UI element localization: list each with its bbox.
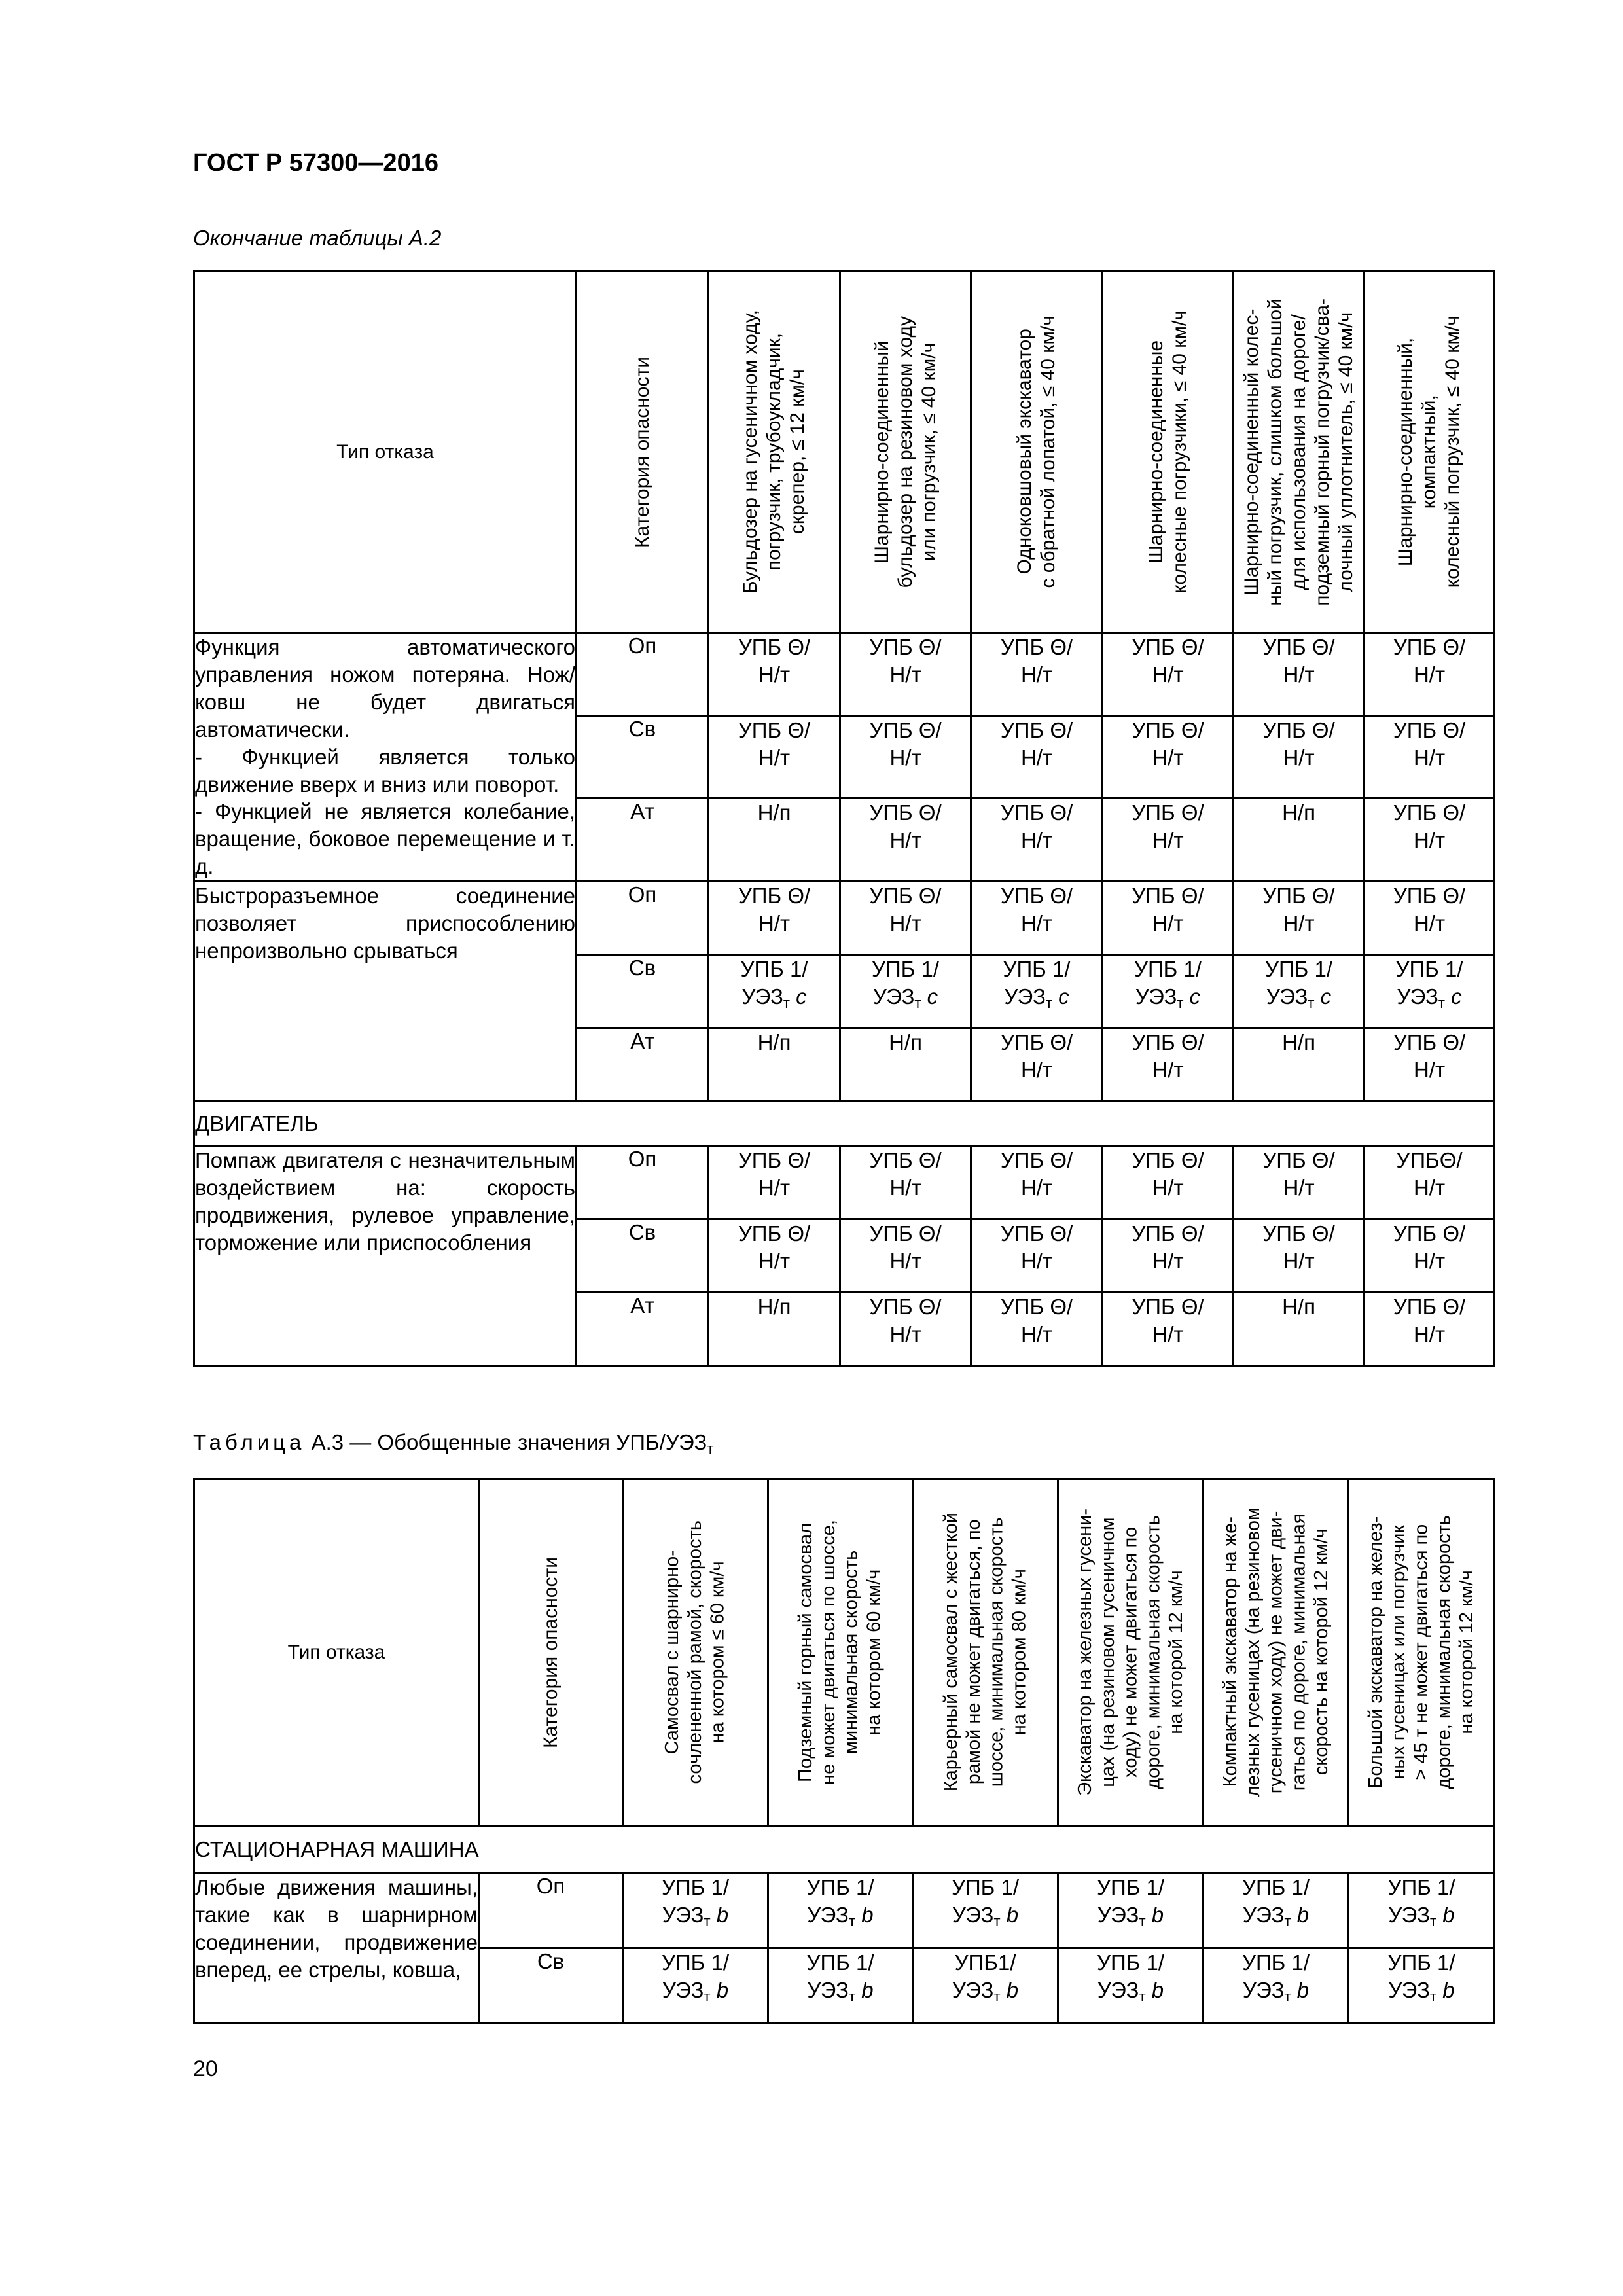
value-cell: УПБ Θ/ Н/т xyxy=(1364,1219,1495,1293)
value-cell: УПБ 1/ $УЭЗ_т$ b xyxy=(1204,1873,1349,1948)
table-a2-caption: Окончание таблицы А.2 xyxy=(193,226,442,250)
column-header-machine xyxy=(840,272,971,633)
column-header-label: Тип отказа xyxy=(287,1641,385,1663)
column-header-label: Шарнирно-соединенный бульдозер на резиновом ходу или погрузчик, ≤ 40 км/ч xyxy=(870,315,940,588)
value-cell: УПБ Θ/ Н/т xyxy=(709,1219,840,1293)
column-header-category xyxy=(479,1479,623,1826)
value-cell: УПБ Θ/ Н/т xyxy=(1364,1293,1495,1366)
value-cell: УПБ Θ/ Н/т xyxy=(1234,633,1364,716)
value-cell: УПБ 1/ $УЭЗ_т$ b xyxy=(623,1948,768,2024)
column-header-label: Тип отказа xyxy=(336,440,434,463)
column-header-label: Карьерный самосвал с жесткой рамой не может двигаться, по шоссе, минимальная скорость на котором 80 км/ч xyxy=(940,1513,1030,1792)
value-cell: УПБ 1/ $УЭЗ_т$ c xyxy=(709,955,840,1028)
section-heading: СТАЦИОНАРНАЯ МАШИНА xyxy=(194,1826,1495,1873)
value-cell: УПБ Θ/ Н/т xyxy=(840,1293,971,1366)
value-cell: Н/п xyxy=(1234,1028,1364,1102)
hazard-category-cell: Св xyxy=(577,1219,709,1293)
value-cell: УПБ Θ/ Н/т xyxy=(1103,633,1234,716)
value-cell: УПБ Θ/ Н/т xyxy=(709,715,840,798)
column-header-machine xyxy=(623,1479,768,1826)
column-header-machine xyxy=(971,272,1103,633)
value-cell: УПБΘ/ Н/т xyxy=(1364,1146,1495,1219)
value-cell: УПБ Θ/ Н/т xyxy=(971,1293,1103,1366)
value-cell: УПБ Θ/ Н/т xyxy=(1103,1293,1234,1366)
value-cell: УПБ Θ/ Н/т xyxy=(840,633,971,716)
hazard-category-cell: Ат xyxy=(577,798,709,882)
document-title: ГОСТ Р 57300—2016 xyxy=(193,149,438,177)
column-header-machine xyxy=(1349,1479,1495,1826)
column-header-machine xyxy=(1204,1479,1349,1826)
value-cell: Н/п xyxy=(709,798,840,882)
value-cell: УПБ Θ/ Н/т xyxy=(1103,1028,1234,1102)
column-header-label: Подземный горный самосвал не может двигаться по шоссе, минимальная скорость на котором 60 км/ч xyxy=(795,1520,885,1785)
failure-type-cell: Любые движения машины, такие как в шарнирном соединении, продвижение вперед, ее стрелы, ковша, xyxy=(194,1873,479,2024)
column-header-label: Шарнирно-соединенные колесные погрузчики, ≤ 40 км/ч xyxy=(1145,310,1190,594)
value-cell: УПБ Θ/ Н/т xyxy=(1103,715,1234,798)
column-header-label: Категория опасности xyxy=(631,356,653,548)
value-cell: УПБ Θ/ Н/т xyxy=(840,798,971,882)
section-row xyxy=(194,1826,1495,1873)
table-row xyxy=(194,1873,1495,1948)
value-cell: УПБ Θ/ Н/т xyxy=(971,1028,1103,1102)
value-cell: УПБ Θ/ Н/т xyxy=(1364,882,1495,955)
value-cell: УПБ Θ/ Н/т xyxy=(709,633,840,716)
column-header-label: Компактный экскаватор на же- лезных гусеницах (на резиновом гусеничном ходу) не может дви- гаться по дороге, минимальная скорость на которой 12 км/ч xyxy=(1219,1507,1332,1797)
value-cell: УПБ Θ/ Н/т xyxy=(1364,1028,1495,1102)
value-cell: УПБ 1/ $УЭЗ_т$ b xyxy=(1058,1948,1204,2024)
value-cell: УПБ 1/ $УЭЗ_т$ c xyxy=(1234,955,1364,1028)
column-header-machine xyxy=(709,272,840,633)
value-cell: Н/п xyxy=(1234,798,1364,882)
value-cell: УПБ Θ/ Н/т xyxy=(1234,1146,1364,1219)
header-row xyxy=(194,272,1495,633)
value-cell: УПБ Θ/ Н/т xyxy=(971,798,1103,882)
column-header-machine xyxy=(913,1479,1058,1826)
hazard-category-cell: Ат xyxy=(577,1293,709,1366)
value-cell: УПБ Θ/ Н/т xyxy=(1234,715,1364,798)
hazard-category-cell: Оп xyxy=(577,882,709,955)
column-header-label: Шарнирно-соединенный колес- ный погрузчик, слишком большой для использования на дороге/ подземный горный погрузчик/сва- лочный уплотнитель, ≤ 40 км/ч xyxy=(1240,298,1357,606)
column-header-machine xyxy=(1234,272,1364,633)
value-cell: УПБ Θ/ Н/т xyxy=(1234,1219,1364,1293)
value-cell: УПБ Θ/ Н/т xyxy=(971,882,1103,955)
value-cell: УПБ Θ/ Н/т xyxy=(1364,798,1495,882)
value-cell: Н/п xyxy=(840,1028,971,1102)
value-cell: УПБ Θ/ Н/т xyxy=(971,1146,1103,1219)
value-cell: УПБ 1/ $УЭЗ_т$ b xyxy=(768,1948,913,2024)
value-cell: УПБ Θ/ Н/т xyxy=(1103,1146,1234,1219)
hazard-category-cell: Оп xyxy=(479,1873,623,1948)
hazard-category-cell: Оп xyxy=(577,633,709,716)
value-cell: УПБ 1/ $УЭЗ_т$ c xyxy=(1103,955,1234,1028)
column-header-label: Категория опасности xyxy=(539,1556,562,1748)
section-heading: ДВИГАТЕЛЬ xyxy=(194,1102,1495,1146)
hazard-category-cell: Св xyxy=(479,1948,623,2024)
value-cell: УПБ Θ/ Н/т xyxy=(840,1219,971,1293)
value-cell: УПБ Θ/ Н/т xyxy=(1103,1219,1234,1293)
section-row xyxy=(194,1102,1495,1146)
value-cell: УПБ Θ/ Н/т xyxy=(709,882,840,955)
column-header-machine xyxy=(1103,272,1234,633)
column-header-failure-type xyxy=(194,272,577,633)
column-header-label: Бульдозер на гусеничном ходу, погрузчик, трубоукладчик, скрепер, ≤ 12 км/ч xyxy=(740,310,808,594)
hazard-category-cell: Ат xyxy=(577,1028,709,1102)
value-cell: Н/п xyxy=(1234,1293,1364,1366)
value-cell: УПБ 1/ $УЭЗ_т$ c xyxy=(840,955,971,1028)
value-cell: Н/п xyxy=(709,1028,840,1102)
failure-type-cell: Быстроразъемное соединение позволяет приспособлению непроизвольно срываться xyxy=(194,882,577,1102)
table-a2 xyxy=(193,270,1495,1367)
table-a3-caption-prefix: Таблица xyxy=(193,1430,306,1454)
table-row xyxy=(194,1146,1495,1219)
value-cell: УПБ 1/ $УЭЗ_т$ b xyxy=(768,1873,913,1948)
column-header-machine xyxy=(1364,272,1495,633)
column-header-label: Шарнирно-соединенный, компактный, колесный погрузчик, ≤ 40 км/ч xyxy=(1395,315,1463,588)
column-header-machine xyxy=(768,1479,913,1826)
page-number: 20 xyxy=(193,2056,218,2081)
value-cell: УПБ 1/ $УЭЗ_т$ b xyxy=(913,1873,1058,1948)
hazard-category-cell: Оп xyxy=(577,1146,709,1219)
value-cell: УПБ Θ/ Н/т xyxy=(1364,715,1495,798)
hazard-category-cell: Св xyxy=(577,715,709,798)
column-header-label: Самосвал с шарнирно- сочлененной рамой, скорость на котором ≤ 60 км/ч xyxy=(662,1520,728,1784)
value-cell: УПБ 1/ $УЭЗ_т$ b xyxy=(1058,1873,1204,1948)
column-header-failure-type xyxy=(194,1479,479,1826)
column-header-machine xyxy=(1058,1479,1204,1826)
column-header-category xyxy=(577,272,709,633)
table-a3-caption-text: А.3 — Обобщенные значения УПБ/$УЭЗ_т$ xyxy=(311,1430,714,1457)
value-cell: УПБ 1/ $УЭЗ_т$ b xyxy=(623,1873,768,1948)
table-row xyxy=(194,882,1495,955)
table-a3 xyxy=(193,1478,1495,2024)
value-cell: УПБ Θ/ Н/т xyxy=(709,1146,840,1219)
value-cell: УПБ 1/ $УЭЗ_т$ b xyxy=(1204,1948,1349,2024)
value-cell: УПБ Θ/ Н/т xyxy=(840,1146,971,1219)
table-a3-caption xyxy=(193,1430,713,1455)
value-cell: УПБ Θ/ Н/т xyxy=(1103,882,1234,955)
value-cell: УПБ Θ/ Н/т xyxy=(840,715,971,798)
value-cell: УПБ 1/ $УЭЗ_т$ c xyxy=(1364,955,1495,1028)
value-cell: УПБ Θ/ Н/т xyxy=(1364,633,1495,716)
table-row xyxy=(194,633,1495,716)
value-cell: УПБ Θ/ Н/т xyxy=(1103,798,1234,882)
hazard-category-cell: Св xyxy=(577,955,709,1028)
failure-type-cell: Помпаж двигателя с незначительным воздействием на: скорость продвижения, рулевое управление, торможение или приспособления xyxy=(194,1146,577,1366)
value-cell: УПБ Θ/ Н/т xyxy=(840,882,971,955)
value-cell: УПБ 1/ $УЭЗ_т$ b xyxy=(1349,1873,1495,1948)
failure-type-cell: Функция автоматического управления ножом потеряна. Нож/ковш не будет двигаться автоматически. - Функцией является только движение вверх и вниз или поворот. - Функцией не является колебание, вращение, боковое перемещение и т. д. xyxy=(194,633,577,882)
column-header-label: Одноковшовый экскаватор с обратной лопатой, ≤ 40 км/ч xyxy=(1014,315,1059,588)
column-header-label: Экскаватор на железных гусени- цах (на резиновом гусеничном ходу) не может двигаться по дороге, минимальная скорость на которой 12 км/ч xyxy=(1074,1509,1186,1796)
value-cell: УПБ1/ $УЭЗ_т$ b xyxy=(913,1948,1058,2024)
value-cell: УПБ 1/ $УЭЗ_т$ b xyxy=(1349,1948,1495,2024)
value-cell: УПБ 1/ $УЭЗ_т$ c xyxy=(971,955,1103,1028)
column-header-label: Большой экскаватор на желез- ных гусеницах или погрузчик > 45 т не может двигаться по дороге, минимальная скорость на которой 12 км/ч xyxy=(1365,1515,1478,1789)
value-cell: УПБ Θ/ Н/т xyxy=(1234,882,1364,955)
value-cell: УПБ Θ/ Н/т xyxy=(971,715,1103,798)
value-cell: Н/п xyxy=(709,1293,840,1366)
header-row xyxy=(194,1479,1495,1826)
value-cell: УПБ Θ/ Н/т xyxy=(971,633,1103,716)
value-cell: УПБ Θ/ Н/т xyxy=(971,1219,1103,1293)
